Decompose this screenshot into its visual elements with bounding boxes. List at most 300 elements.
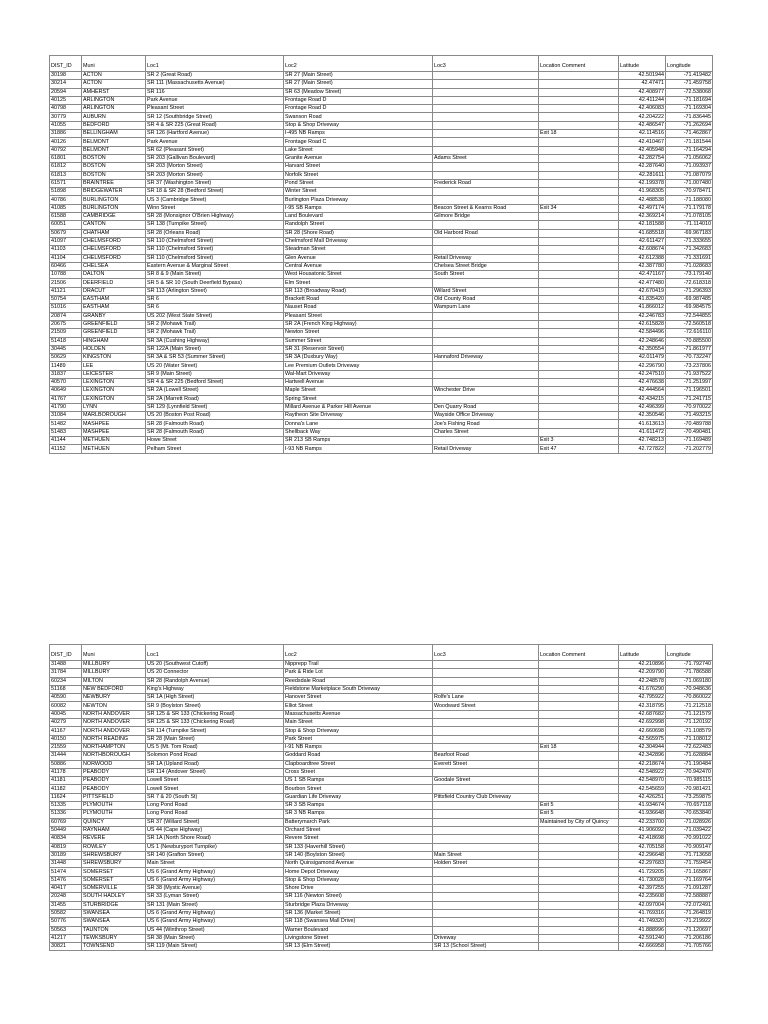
table-cell: SR 28 (Falmouth Road) — [146, 428, 284, 436]
table-cell: 42.548922 — [619, 768, 666, 776]
table-cell: 20594 — [50, 88, 82, 96]
table-cell: Massachusetts Avenue — [284, 710, 433, 718]
table-cell: PEABODY — [82, 768, 146, 776]
table-cell: 41121 — [50, 287, 82, 295]
table-cell: SR 13 (School Street) — [433, 943, 539, 951]
table-cell: 61813 — [50, 171, 82, 179]
table-cell: SR 8 & 9 (Main Street) — [146, 271, 284, 279]
table-cell — [433, 221, 539, 229]
table-cell: LEXINGTON — [82, 395, 146, 403]
table-cell: Park Avenue — [146, 96, 284, 104]
table-cell: 41178 — [50, 768, 82, 776]
table-cell — [539, 378, 619, 386]
table-cell: SR 62 (Pleasant Street) — [146, 146, 284, 154]
table-cell: Lee Premium Outlets Driveway — [284, 362, 433, 370]
table-row — [50, 138, 713, 146]
table-cell: TAUNTON — [82, 926, 146, 934]
table-cell: 41790 — [50, 403, 82, 411]
table-row — [50, 437, 713, 445]
table-cell: Retail Driveway — [433, 445, 539, 453]
table-cell — [539, 885, 619, 893]
table-row — [50, 179, 713, 187]
table-row — [50, 694, 713, 702]
table-cell: US 6 (Grand Army Highway) — [146, 909, 284, 917]
table-cell: METHUEN — [82, 437, 146, 445]
table-cell: 41.934674 — [619, 802, 666, 810]
table-cell: US 44 (Winthrop Street) — [146, 926, 284, 934]
column-header: Loc3 — [433, 56, 539, 72]
table-row — [50, 918, 713, 926]
table-cell: 42.342896 — [619, 752, 666, 760]
table-cell: US 1 (Newburyport Turnpike) — [146, 843, 284, 851]
table-cell: BRAINTREE — [82, 179, 146, 187]
table-cell — [433, 320, 539, 328]
table-cell: 42.199378 — [619, 179, 666, 187]
table-row — [50, 677, 713, 685]
table-cell: BELLINGHAM — [82, 130, 146, 138]
table-cell: -70.970022 — [666, 403, 713, 411]
table-cell: LEE — [82, 362, 146, 370]
table-cell — [539, 213, 619, 221]
table-row — [50, 163, 713, 171]
table-cell: 42.545659 — [619, 785, 666, 793]
table-cell: US 20 (Boston Post Road) — [146, 412, 284, 420]
table-cell: NORTH ANDOVER — [82, 710, 146, 718]
table-cell: GRANBY — [82, 312, 146, 320]
table-row — [50, 835, 713, 843]
table-cell: 42.210896 — [619, 661, 666, 669]
table-cell: SR 4 & SR 225 (Great Road) — [146, 121, 284, 129]
table-cell: 30189 — [50, 851, 82, 859]
table-cell: 40126 — [50, 138, 82, 146]
table-cell: Winchester Drive — [433, 387, 539, 395]
table-cell: 42.611427 — [619, 237, 666, 245]
table-cell: SR 18 & SR 28 (Bedford Street) — [146, 188, 284, 196]
table-row — [50, 934, 713, 942]
table-cell: -71.264819 — [666, 909, 713, 917]
table-cell: 42.47471 — [619, 80, 666, 88]
table-cell: Central Avenue — [284, 262, 433, 270]
table-cell: Brackett Road — [284, 296, 433, 304]
table-cell: -71.937522 — [666, 370, 713, 378]
table-cell: -71.114010 — [666, 221, 713, 229]
table-cell — [539, 860, 619, 868]
table-cell: 40792 — [50, 146, 82, 154]
table-cell: -71.493215 — [666, 412, 713, 420]
table-cell: Park & Ride Lot — [284, 669, 433, 677]
table-cell: Pleasant Street — [284, 312, 433, 320]
table-cell — [539, 354, 619, 362]
table-cell: SR 110 (Chelmsford Street) — [146, 237, 284, 245]
table-cell: 41.968305 — [619, 188, 666, 196]
table-cell: CAMBRIDGE — [82, 213, 146, 221]
table-cell — [539, 138, 619, 146]
table-cell — [539, 727, 619, 735]
table-row — [50, 818, 713, 826]
table-cell: Pleasant Street — [146, 105, 284, 113]
table-cell: 41.685518 — [619, 229, 666, 237]
table-row — [50, 296, 713, 304]
table-cell: Wayside Office Driveway — [433, 412, 539, 420]
table-cell: 60234 — [50, 677, 82, 685]
table-cell — [539, 163, 619, 171]
table-cell: Lake Street — [284, 146, 433, 154]
table-cell: 51482 — [50, 420, 82, 428]
table-cell: -71.039422 — [666, 826, 713, 834]
table-cell — [433, 818, 539, 826]
table-cell: Wal-Mart Driveway — [284, 370, 433, 378]
table-cell: DALTON — [82, 271, 146, 279]
table-cell: SR 3A (Cushing Highway) — [146, 337, 284, 345]
table-cell: Elliot Street — [284, 702, 433, 710]
table-cell: Howe Street — [146, 437, 284, 445]
table-cell: Frontage Road C — [284, 138, 433, 146]
table-cell — [433, 130, 539, 138]
table-row — [50, 254, 713, 262]
table-cell: -72.072491 — [666, 901, 713, 909]
table-cell: -71.169489 — [666, 437, 713, 445]
table-cell: -71.759454 — [666, 860, 713, 868]
table-cell — [539, 412, 619, 420]
table-cell — [539, 926, 619, 934]
table-cell: 42.488538 — [619, 196, 666, 204]
table-cell — [433, 835, 539, 843]
table-cell: 31837 — [50, 370, 82, 378]
table-cell: 42.181588 — [619, 221, 666, 229]
table-cell: 42.748213 — [619, 437, 666, 445]
table-cell: 42.406083 — [619, 105, 666, 113]
table-cell — [539, 677, 619, 685]
table-cell: CHELMSFORD — [82, 254, 146, 262]
table-row — [50, 395, 713, 403]
table-cell — [433, 121, 539, 129]
table-cell: Burlington Plaza Driveway — [284, 196, 433, 204]
table-cell: -71.087079 — [666, 171, 713, 179]
table-cell — [539, 735, 619, 743]
table-cell: SR 6 — [146, 304, 284, 312]
table-cell: Steadman Street — [284, 246, 433, 254]
table-cell: MILLBURY — [82, 661, 146, 669]
table-cell: 40798 — [50, 105, 82, 113]
table-cell — [433, 810, 539, 818]
table-cell: 42.233700 — [619, 818, 666, 826]
table-cell — [433, 146, 539, 154]
table-cell: 42.705158 — [619, 843, 666, 851]
table-cell: US 20 (Water Street) — [146, 362, 284, 370]
table-cell: 41.888996 — [619, 926, 666, 934]
table-row — [50, 96, 713, 104]
table-cell: Nauset Road — [284, 304, 433, 312]
table-cell: BELMONT — [82, 146, 146, 154]
table-cell: 41.769316 — [619, 909, 666, 917]
table-cell — [433, 163, 539, 171]
table-cell: 60051 — [50, 221, 82, 229]
table-cell: -73.259875 — [666, 793, 713, 801]
table-cell: HINGHAM — [82, 337, 146, 345]
table-row — [50, 229, 713, 237]
table-cell: -71.241715 — [666, 395, 713, 403]
table-cell: DRACUT — [82, 287, 146, 295]
table-cell — [539, 271, 619, 279]
table-cell — [539, 760, 619, 768]
table-row — [50, 851, 713, 859]
table-cell: SR 38 (Main Street) — [146, 934, 284, 942]
table-cell: US 6 (Grand Army Highway) — [146, 868, 284, 876]
table-cell — [539, 188, 619, 196]
column-header: Loc2 — [284, 56, 433, 72]
table-cell: 42.247510 — [619, 370, 666, 378]
table-cell: 41.611472 — [619, 428, 666, 436]
table-cell: SR 1A (Upland Road) — [146, 760, 284, 768]
table-cell: 41.835420 — [619, 296, 666, 304]
table-cell: RAYNHAM — [82, 826, 146, 834]
table-cell — [539, 387, 619, 395]
table-cell: ACTON — [82, 80, 146, 88]
table-cell: -69.984575 — [666, 304, 713, 312]
table-cell: ACTON — [82, 72, 146, 80]
table-cell: -70.991022 — [666, 835, 713, 843]
table-cell: 42.350554 — [619, 345, 666, 353]
table-cell: Den Quarry Road — [433, 403, 539, 411]
table-cell: Clapboardtree Street — [284, 760, 433, 768]
table-cell: NEW BEDFORD — [82, 685, 146, 693]
table-cell: 42.218674 — [619, 760, 666, 768]
table-cell: ARLINGTON — [82, 96, 146, 104]
table-cell: -70.909147 — [666, 843, 713, 851]
table-cell: SR 2 (Great Road) — [146, 72, 284, 80]
table-cell — [433, 710, 539, 718]
table-row — [50, 802, 713, 810]
table-cell: NEWTON — [82, 702, 146, 710]
table-cell: SR 113 (Arlington Street) — [146, 287, 284, 295]
table-cell: 42.408977 — [619, 88, 666, 96]
table-cell — [539, 179, 619, 187]
table-cell: SR 113 (Broadway Road) — [284, 287, 433, 295]
table-cell: Goodale Street — [433, 777, 539, 785]
table-cell: 51898 — [50, 188, 82, 196]
table-row — [50, 387, 713, 395]
table-cell: I-93 NB Ramps — [284, 445, 433, 453]
table-cell: 61801 — [50, 154, 82, 162]
table-cell: 41217 — [50, 934, 82, 942]
table-cell: Swanson Road — [284, 113, 433, 121]
table-cell — [433, 802, 539, 810]
table-cell — [539, 296, 619, 304]
table-cell: BELMONT — [82, 138, 146, 146]
table-cell: 41.729205 — [619, 868, 666, 876]
table-cell — [539, 345, 619, 353]
table-cell: 40570 — [50, 378, 82, 386]
table-cell: AUBURN — [82, 113, 146, 121]
table-cell: BOSTON — [82, 154, 146, 162]
table-row — [50, 868, 713, 876]
table-cell: -71.792740 — [666, 661, 713, 669]
table-cell: Long Pond Road — [146, 810, 284, 818]
table-cell: 41.906092 — [619, 826, 666, 834]
table-cell: SR 111 (Massachusetts Avenue) — [146, 80, 284, 88]
table-cell: -71.202779 — [666, 445, 713, 453]
table-row — [50, 345, 713, 353]
table-cell — [539, 428, 619, 436]
table-cell — [539, 171, 619, 179]
table-cell: SR 37 (Willard Street) — [146, 818, 284, 826]
table-row — [50, 121, 713, 129]
table-row — [50, 661, 713, 669]
column-header: Loc2 — [284, 645, 433, 661]
table-row — [50, 271, 713, 279]
table-cell: 42.296648 — [619, 851, 666, 859]
table-row — [50, 735, 713, 743]
table-cell — [433, 893, 539, 901]
table-cell: TOWNSEND — [82, 943, 146, 951]
table-cell: 42.434215 — [619, 395, 666, 403]
table-row — [50, 88, 713, 96]
table-cell: Nipprepp Trail — [284, 661, 433, 669]
table-cell: Exit 34 — [539, 204, 619, 212]
table-cell: 42.477480 — [619, 279, 666, 287]
table-cell: 61571 — [50, 179, 82, 187]
table-cell: 42.426251 — [619, 793, 666, 801]
table-cell: 42.235608 — [619, 893, 666, 901]
table-cell: Old County Road — [433, 296, 539, 304]
table-cell: -71.459758 — [666, 80, 713, 88]
table-cell: 50629 — [50, 354, 82, 362]
table-cell — [433, 188, 539, 196]
table-cell: 42.287640 — [619, 163, 666, 171]
table-cell — [539, 661, 619, 669]
table-row — [50, 370, 713, 378]
table-cell: 42.369214 — [619, 213, 666, 221]
table-cell: -71.179178 — [666, 204, 713, 212]
column-header: Loc3 — [433, 645, 539, 661]
table-row — [50, 768, 713, 776]
table-cell: Summer Street — [284, 337, 433, 345]
table-cell: Frederick Road — [433, 179, 539, 187]
table-cell: 42.666958 — [619, 943, 666, 951]
table-cell: -71.861977 — [666, 345, 713, 353]
table-cell: Sturbridge Plaza Driveway — [284, 901, 433, 909]
table-cell: -71.190484 — [666, 760, 713, 768]
table-cell: 42.209790 — [619, 669, 666, 677]
table-cell — [539, 88, 619, 96]
table-cell: Eastern Avenue & Marginal Street — [146, 262, 284, 270]
table-cell: 10788 — [50, 271, 82, 279]
table-cell: LEICESTER — [82, 370, 146, 378]
table-cell: SR 1A (North Shore Road) — [146, 835, 284, 843]
table-cell: MASHPEE — [82, 420, 146, 428]
table-cell — [539, 835, 619, 843]
table-cell: SR 28 (Orleans Road) — [146, 229, 284, 237]
column-header: Location Comment — [539, 645, 619, 661]
table-cell: SR 28 (Main Street) — [146, 735, 284, 743]
table-cell — [433, 768, 539, 776]
table-cell: 42.795922 — [619, 694, 666, 702]
table-cell: Exit 47 — [539, 445, 619, 453]
table-cell: BURLINGTON — [82, 204, 146, 212]
table-cell: Norfolk Street — [284, 171, 433, 179]
table-cell — [539, 719, 619, 727]
table-cell: QUINCY — [82, 818, 146, 826]
table-cell: 31084 — [50, 412, 82, 420]
table-cell: Park Street — [284, 735, 433, 743]
table-cell: SWANSEA — [82, 909, 146, 917]
table-cell — [433, 113, 539, 121]
table-cell: -71.078105 — [666, 213, 713, 221]
table-cell: NEWBURY — [82, 694, 146, 702]
table-cell: SR 2 (Mohawk Trail) — [146, 320, 284, 328]
table-cell: 21506 — [50, 279, 82, 287]
intersection-table-1 — [49, 55, 713, 454]
table-row — [50, 793, 713, 801]
table-cell — [433, 329, 539, 337]
table-cell: -71.333655 — [666, 237, 713, 245]
table-cell: -70.942470 — [666, 768, 713, 776]
table-cell: SR 28 (Monsignor O'Brien Highway) — [146, 213, 284, 221]
table-row — [50, 171, 713, 179]
table-cell — [433, 138, 539, 146]
table-cell: HOLDEN — [82, 345, 146, 353]
table-cell: 42.612388 — [619, 254, 666, 262]
table-cell: SR 131 (Main Street) — [146, 901, 284, 909]
table-cell — [433, 345, 539, 353]
table-cell: Chelsea Street Bridge — [433, 262, 539, 270]
table-cell: NORTH READING — [82, 735, 146, 743]
table-cell: LEXINGTON — [82, 387, 146, 395]
table-cell: SHREWSBURY — [82, 851, 146, 859]
table-cell: Wampum Lane — [433, 304, 539, 312]
table-cell: -71.196501 — [666, 387, 713, 395]
table-cell: 42.387780 — [619, 262, 666, 270]
table-cell: US 202 (West State Street) — [146, 312, 284, 320]
table-cell: 42.282754 — [619, 154, 666, 162]
table-cell: I-495 NB Ramps — [284, 130, 433, 138]
table-cell: CANTON — [82, 221, 146, 229]
table-row — [50, 237, 713, 245]
table-cell: SR 114 (Turnpike Street) — [146, 727, 284, 735]
table-cell — [433, 901, 539, 909]
table-cell: SR 9 (Main Street) — [146, 370, 284, 378]
table-cell: 42.405948 — [619, 146, 666, 154]
table-cell: US 3 (Cambridge Street) — [146, 196, 284, 204]
table-cell: King's Highway — [146, 685, 284, 693]
table-cell — [433, 685, 539, 693]
table-cell: 30821 — [50, 943, 82, 951]
table-row — [50, 80, 713, 88]
table-cell: 42.670419 — [619, 287, 666, 295]
table-cell: Land Boulevard — [284, 213, 433, 221]
table-cell: US 20 (Southwest Cutoff) — [146, 661, 284, 669]
table-row — [50, 826, 713, 834]
table-cell — [433, 437, 539, 445]
table-cell: ARLINGTON — [82, 105, 146, 113]
table-cell: 50886 — [50, 760, 82, 768]
table-cell: SR 9 (Boylston Street) — [146, 702, 284, 710]
table-cell: Winn Street — [146, 204, 284, 212]
table-row — [50, 287, 713, 295]
table-cell: 31886 — [50, 130, 82, 138]
table-cell: -69.987485 — [666, 296, 713, 304]
table-cell: 21559 — [50, 743, 82, 751]
table-cell: 31488 — [50, 661, 82, 669]
table-cell: -71.120697 — [666, 926, 713, 934]
table-cell: 41.613613 — [619, 420, 666, 428]
table-row — [50, 154, 713, 162]
table-cell — [539, 279, 619, 287]
table-row — [50, 113, 713, 121]
table-cell: -71.120192 — [666, 719, 713, 727]
table-cell: 42.246783 — [619, 312, 666, 320]
table-cell: Hartwell Avenue — [284, 378, 433, 386]
